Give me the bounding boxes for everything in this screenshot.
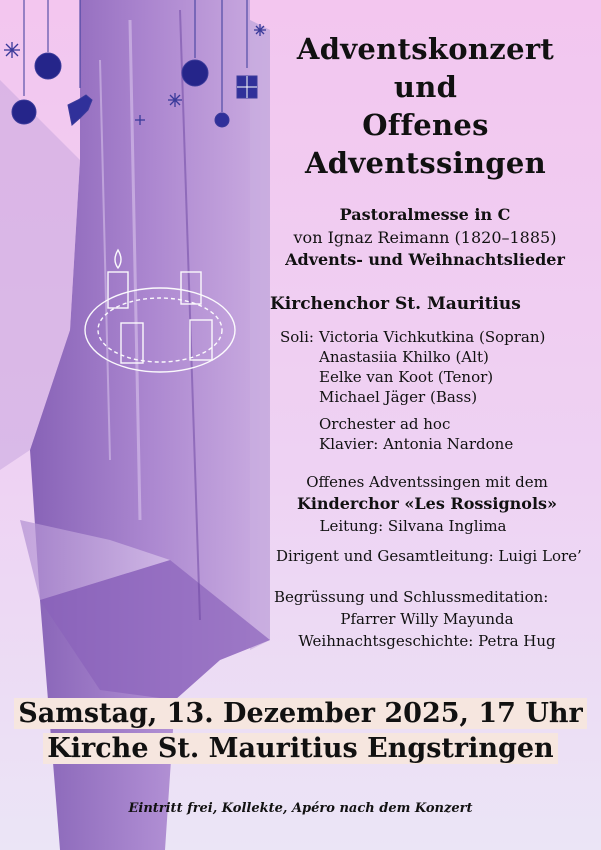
- title-line-2: und: [393, 70, 458, 104]
- soloist-tenor: Eelke van Koot (Tenor): [319, 368, 494, 386]
- event-date-text: Samstag, 13. Dezember 2025, 17 Uhr: [14, 698, 586, 729]
- orchestra: Orchester ad hoc: [319, 415, 451, 433]
- singing-intro: Offenes Adventssingen mit dem: [306, 473, 548, 491]
- songs-title: Advents- und Weihnachtslieder: [285, 250, 565, 269]
- title-line-4: Adventssingen: [304, 146, 547, 180]
- title-line-1: Adventskonzert: [296, 32, 555, 66]
- soloist-soprano: Victoria Vichkutkina (Sopran): [319, 328, 546, 346]
- title: [250, 30, 601, 182]
- event-venue-text: Kirche St. Mauritius Engstringen: [43, 733, 557, 764]
- soloist-bass: Michael Jäger (Bass): [319, 388, 478, 406]
- mass-composer: von Ignaz Reimann (1820–1885): [293, 228, 557, 247]
- soli-list: [319, 327, 545, 407]
- choir-name: Kirchenchor St. Mauritius: [270, 294, 521, 314]
- choir-leader: Leitung: Silvana Inglima: [319, 517, 507, 535]
- event-date: [0, 698, 601, 730]
- welcome-line-3: Weihnachtsgeschichte: Petra Hug: [298, 632, 556, 650]
- soli-label: Soli:: [280, 328, 314, 346]
- footer-note: Eintritt frei, Kollekte, Apéro nach dem Konzert: [128, 801, 473, 816]
- mass-title: Pastoralmesse in C: [339, 205, 511, 224]
- conductor: Dirigent und Gesamtleitung: Luigi Lore’: [276, 547, 582, 565]
- welcome-line-1: Begrüssung und Schlussmeditation:: [274, 588, 549, 606]
- welcome-line-2: Pfarrer Willy Mayunda: [340, 610, 514, 628]
- event-venue: [0, 733, 601, 765]
- piano: Klavier: Antonia Nardone: [319, 435, 514, 453]
- title-line-3: Offenes: [362, 108, 489, 142]
- childrens-choir: Kinderchor «Les Rossignols»: [296, 494, 558, 513]
- soloist-alt: Anastasiia Khilko (Alt): [319, 348, 489, 366]
